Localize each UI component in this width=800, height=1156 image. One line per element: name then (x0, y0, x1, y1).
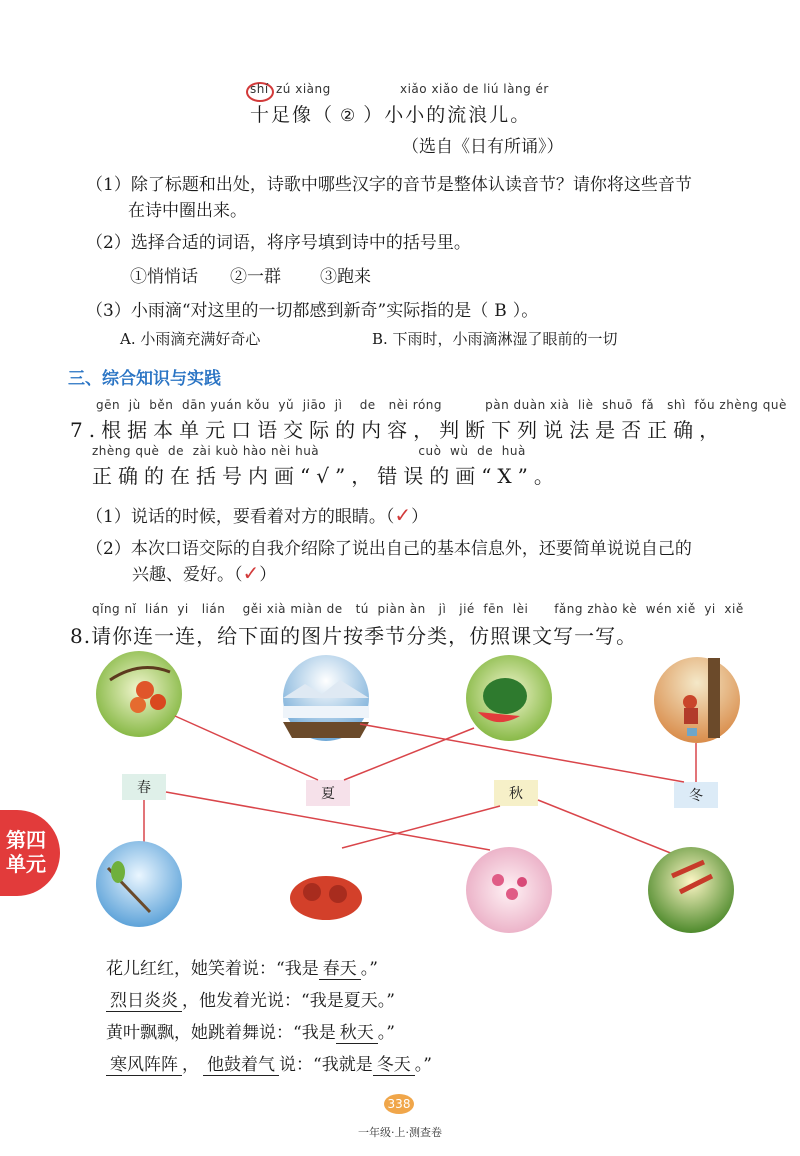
poem-line-start: 十足像（ (250, 104, 335, 126)
q8-line: 8.请你连一连，给下面的图片按季节分类，仿照课文写一写。 (70, 624, 638, 648)
poem-source: （选自《日有所诵》） (402, 137, 564, 157)
q2-option-1: ①悄悄话 (130, 267, 198, 287)
sentence-1-before: 花儿红红，她笑着说：“我是 (106, 959, 319, 979)
q3-answer: B (494, 301, 507, 321)
q3-text-after: ）。 (512, 301, 539, 321)
poem-line-end: ）小小的流浪儿。 (363, 104, 532, 126)
footer-grade: 一年级·上·测查卷 (358, 1126, 442, 1139)
q3-text-before: （3）小雨滴“对这里的一切都感到新奇”实际指的是（ (86, 301, 489, 321)
sentence-4-after: 。” (414, 1055, 432, 1075)
sentence-4-fill: 冬天 (373, 1055, 415, 1076)
q7-pinyin2: zhèng què de zài kuò hào nèi huà cuò wù de huà (92, 444, 526, 458)
sentence-4-mid: ， (182, 1055, 199, 1075)
matching-diagram (0, 650, 800, 940)
q7-item2-line2 (132, 560, 276, 585)
poem-pinyin-right: xiǎo xiǎo de liú làng ér (400, 82, 549, 96)
sentence-4-rest: 说：“我就是 (279, 1055, 373, 1075)
q7-item2-line1: （2）本次口语交际的自我介绍除了说出自己的基本信息外，还要简单说说自己的 (86, 539, 692, 559)
line-autumn-leaves (538, 800, 678, 856)
side-tab-line1: 第四 (6, 828, 46, 852)
sentence-1-after: 。” (360, 959, 378, 979)
sentence-4-fill-start: 寒风阵阵 (106, 1055, 182, 1076)
q1-line1: （1）除了标题和出处，诗歌中哪些汉字的音节是整体认读音节？请你将这些音节 (86, 175, 692, 195)
picture-watermelon[interactable] (466, 655, 552, 741)
q7-item2-mark: ✓ (242, 561, 260, 585)
line-watermelon-summer (344, 728, 474, 780)
season-label-summer[interactable] (306, 780, 350, 806)
q3-option-b: B. 下雨时，小雨滴淋湿了眼前的一切 (372, 330, 618, 348)
picture-pomegranate[interactable] (285, 849, 367, 931)
season-label-spring[interactable] (122, 774, 166, 800)
sentence-1 (106, 954, 378, 979)
q7-item2-end: ） (259, 565, 277, 585)
sentence-3-after: 。” (377, 1023, 395, 1043)
poem-pinyin-left: zú xiàng (276, 82, 331, 96)
season-summer-text: 夏 (321, 786, 335, 802)
q7-item2-text: 兴趣、爱好。（ (132, 565, 243, 585)
q7-pinyin1: gēn jù běn dān yuán kǒu yǔ jiāo jì de nèi róng pàn duàn xià liè shuō fǎ shì fǒu zhèng què (96, 398, 787, 412)
season-label-autumn[interactable] (494, 780, 538, 806)
picture-frozen-lake[interactable] (283, 655, 369, 741)
sentence-4 (106, 1050, 432, 1075)
q3-question (86, 296, 538, 321)
side-tab-line2: 单元 (6, 852, 46, 876)
q1-line2: 在诗中圈出来。 (128, 201, 247, 221)
section-title: 三、综合知识与实践 (68, 369, 221, 389)
picture-peach-blossom[interactable] (466, 847, 552, 933)
sentence-3 (106, 1018, 395, 1043)
q7-item1-end: ） (411, 507, 429, 527)
page-number: 338 (384, 1094, 414, 1114)
sentence-1-fill: 春天 (319, 959, 361, 980)
poem-line (250, 100, 531, 127)
q2-option-3: ③跑来 (320, 267, 371, 287)
connection-lines (144, 716, 696, 856)
q2-text: （2）选择合适的词语，将序号填到诗中的括号里。 (86, 233, 471, 253)
sentence-2-fill: 烈日炎炎 (106, 991, 182, 1012)
picture-persimmons[interactable] (96, 651, 182, 737)
q7-line1: 7.根据本单元口语交际的内容，判断下列说法是否正确， (70, 418, 726, 442)
q2-option-2: ②一群 (230, 267, 281, 287)
q7-item1 (86, 502, 428, 527)
picture-budding-branch[interactable] (96, 841, 182, 927)
season-label-winter[interactable] (674, 782, 718, 808)
sentence-2-rest: ，他发着光说：“我是夏天。” (182, 991, 395, 1011)
season-spring-text: 春 (137, 780, 151, 796)
poem-pinyin-circled: shí (250, 82, 269, 96)
q7-line2: 正确的在括号内画“√”，错误的画“X”。 (92, 464, 560, 488)
sentence-4-fill-mid: 他鼓着气 (203, 1055, 279, 1076)
season-winter-text: 冬 (689, 788, 703, 804)
sentence-3-before: 黄叶飘飘，她跳着舞说：“我是 (106, 1023, 336, 1043)
picture-red-leaves[interactable] (648, 847, 734, 933)
q7-item1-text: （1）说话的时候，要看着对方的眼睛。（ (86, 507, 395, 527)
sentence-3-fill: 秋天 (336, 1023, 378, 1044)
picture-farmer-harvest[interactable] (654, 657, 740, 743)
q7-item1-mark: ✓ (394, 503, 412, 527)
poem-answer: ② (340, 106, 358, 126)
sentence-2 (106, 986, 395, 1011)
q3-option-a: A. 小雨滴充满好奇心 (120, 330, 261, 348)
q8-pinyin: qǐng nǐ lián yi lián gěi xià miàn de tú piàn àn jì jié fēn lèi fǎng zhào kè wén xiě yi xiě (92, 602, 744, 616)
season-autumn-text: 秋 (509, 786, 523, 802)
